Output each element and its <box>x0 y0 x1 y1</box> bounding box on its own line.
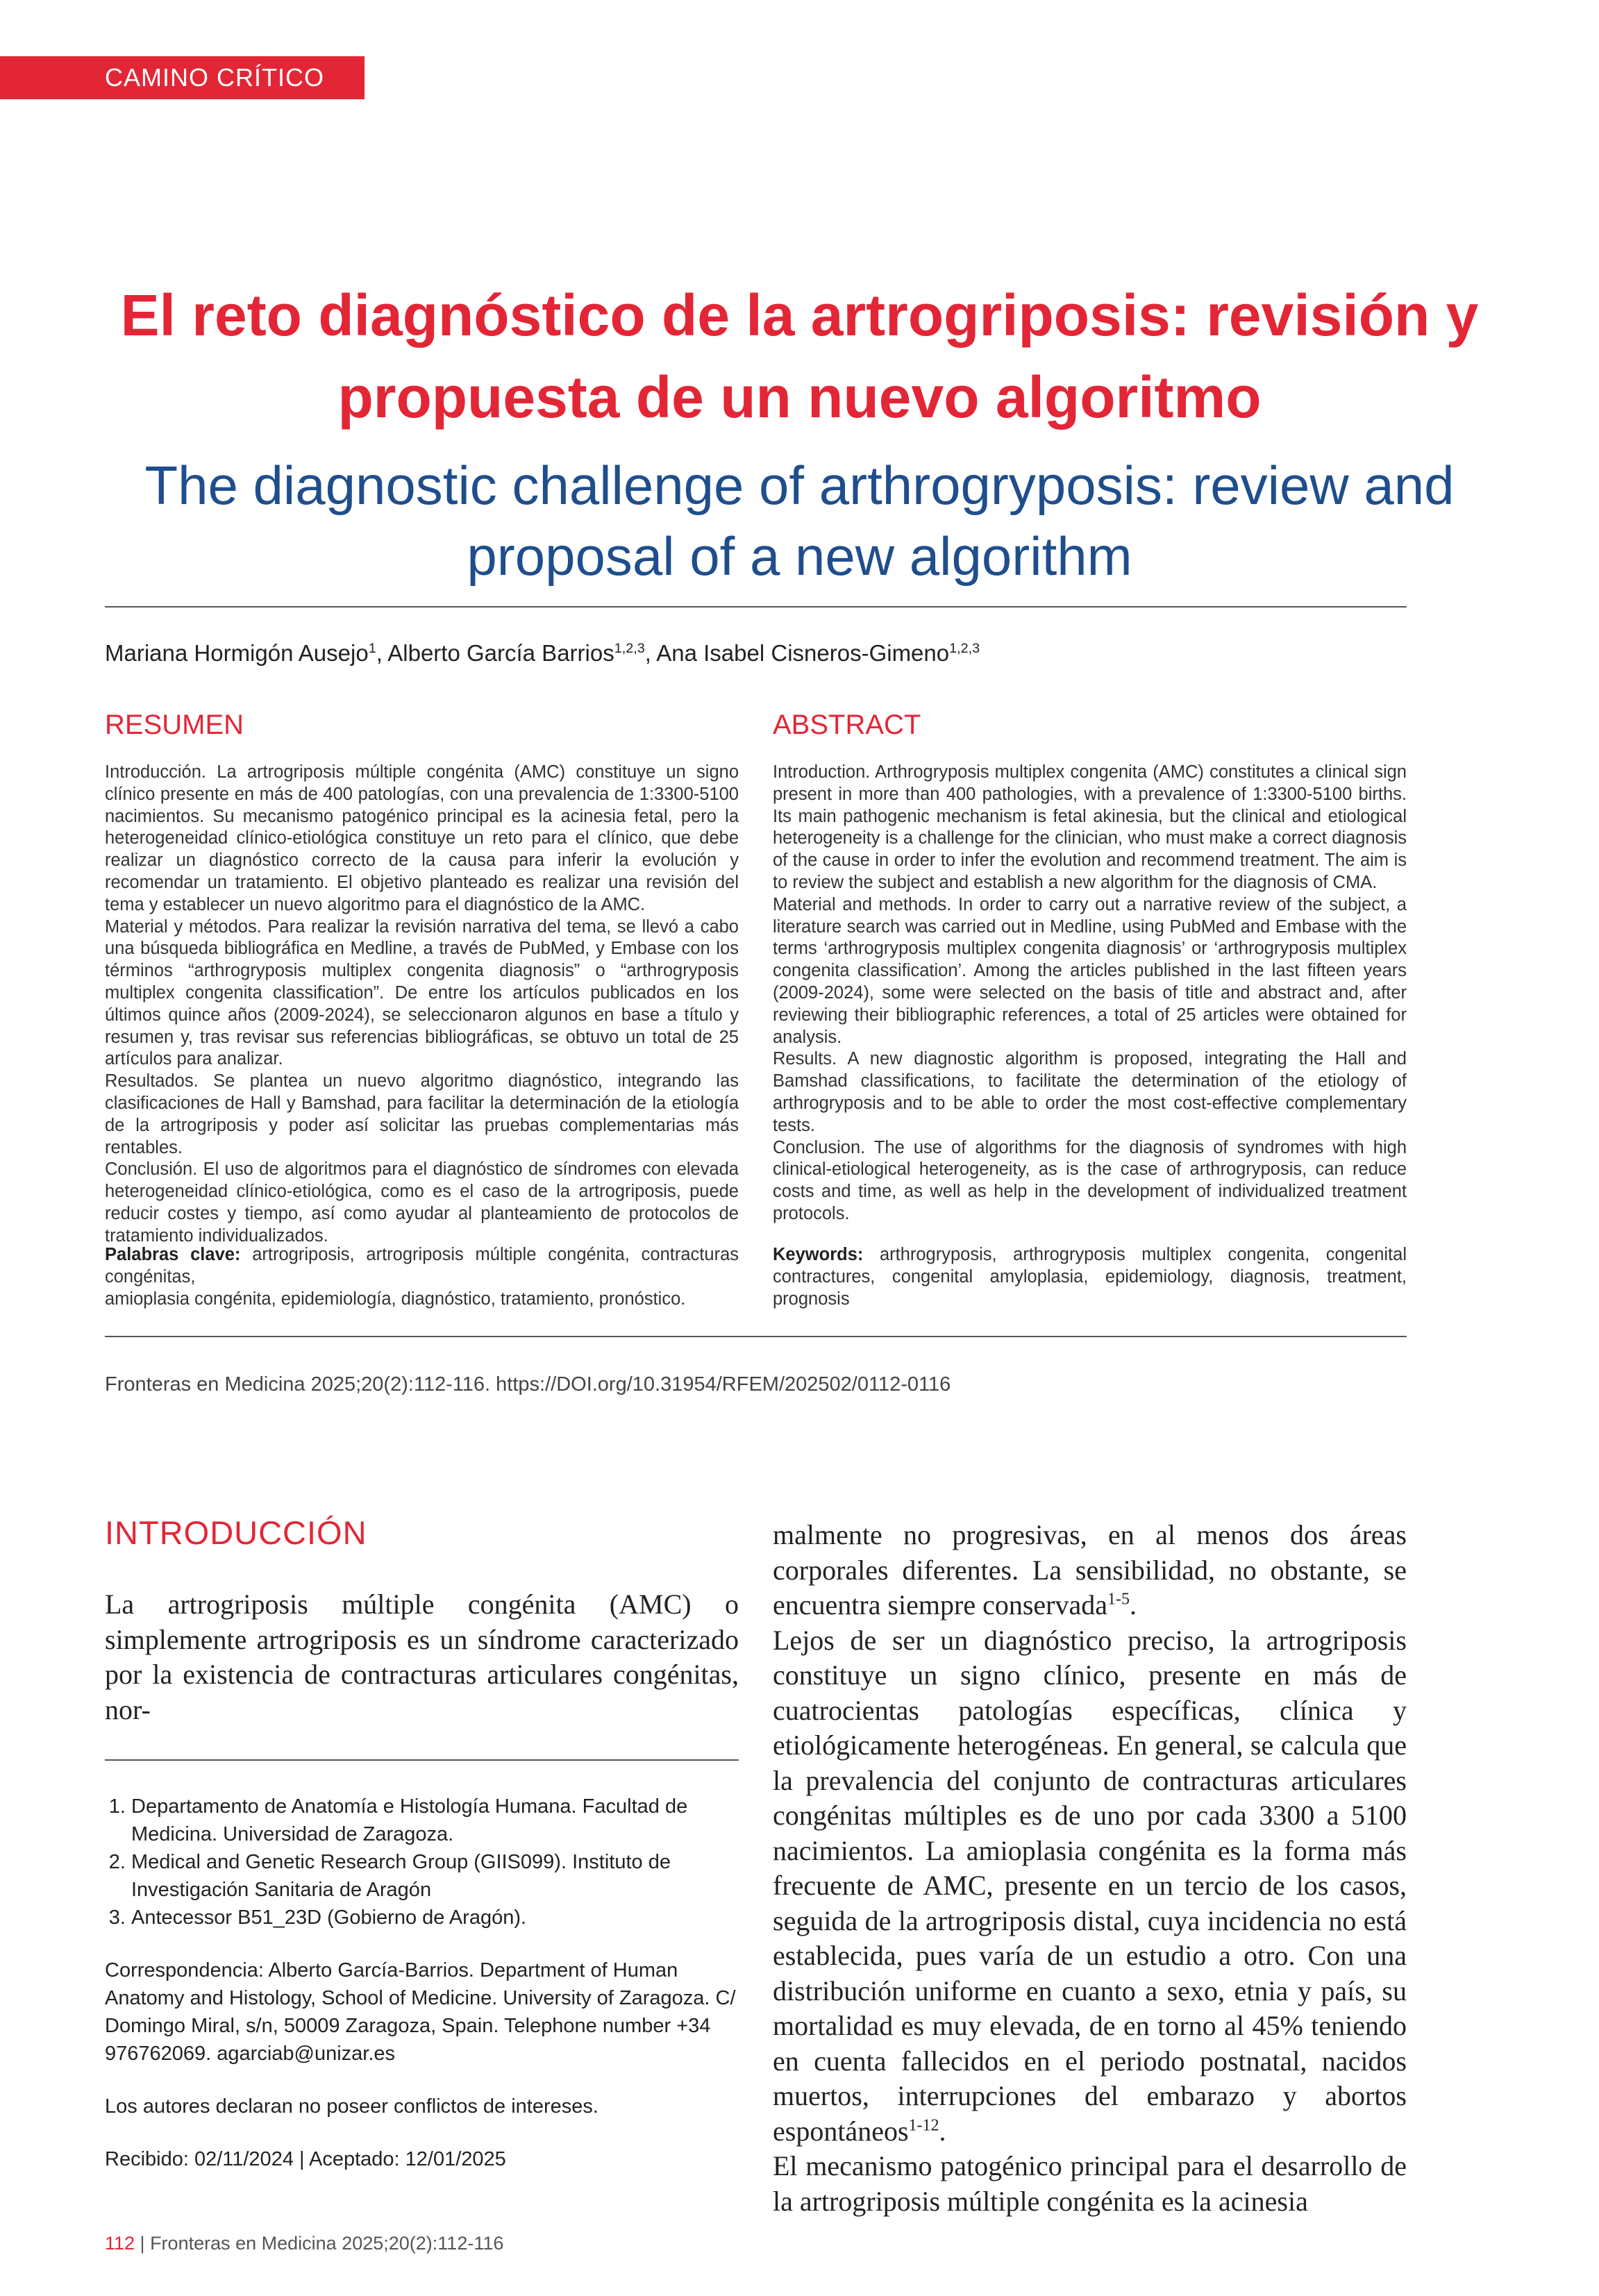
resumen-paragraph: Resultados. Se plantea un nuevo algoritmo diagnóstico, integrando las clasificaciones de Hall y Bamshad, para facilitar la determinación de la etiología de la artrogriposis y poder así solicitar las pruebas complementarias más rentables. <box>105 1071 739 1157</box>
correspondence: Correspondencia: Alberto García-Barrios. Department of Human Anatomy and Histology, School of Medicine. University of Zaragoza. C/ Domingo Miral, s/n, 50009 Zaragoza, Spain. Telephone number +34 976762069. agarciab@unizar.es <box>105 1959 736 2065</box>
abstract-heading: ABSTRACT <box>773 710 921 740</box>
section-tag: CAMINO CRÍTICO <box>0 56 365 99</box>
page-number: 112 <box>105 2233 135 2254</box>
abstract-paragraph: Material and methods. In order to carry out a narrative review of the subject, a literature search was carried out in Medline, using PubMed and Embase with the terms ‘arthrogryposis multiplex congenita diagnosis’ or ‘arthrogryposis multiplex congenita classification’. Among the articles published in the last fifteen years (2009-2024), some were selected on the basis of title and abstract and, after reviewing their bibliographic references, a total of 25 articles were obtained for analysis. <box>773 894 1407 1047</box>
authors: Mariana Hormigón Ausejo$^1$, Alberto García Barrios$^{1,2,3}$, Ana Isabel Cisneros-Gimeno$^{1,2,3}$ <box>105 640 980 666</box>
reference[interactable]: 1-12 <box>908 2116 939 2135</box>
author-name: Mariana Hormigón Ausejo <box>105 640 369 666</box>
keywords-text: amioplasia congénita, epidemiología, diagnóstico, tratamiento, pronóstico. <box>105 1289 686 1309</box>
resumen-paragraph: Conclusión. El uso de algoritmos para el diagnóstico de síndromes con elevada heterogeneidad clínico-etiológica, como es el caso de la artrogriposis, puede reducir costes y tiempo, así como ayudar al planteamiento de protocolos de tratamiento individualizados. <box>105 1159 739 1246</box>
intro-paragraph <box>773 1623 1407 2150</box>
resumen-body <box>105 762 739 1248</box>
resumen-keywords <box>105 1244 739 1310</box>
intro-right-column <box>773 1518 1407 2219</box>
paragraph-text: . <box>1129 1589 1137 1620</box>
affiliation-item: 1. Departamento de Anatomía e Histología Humana. Facultad de Medicina. Universidad de Zaragoza. <box>131 1793 739 1848</box>
intro-paragraph <box>773 1518 1407 1623</box>
intro-paragraph: El mecanismo patogénico principal para el desarrollo de la artrogriposis múltiple congénita es la acinesia <box>773 2150 1407 2217</box>
page-footer <box>105 2233 503 2254</box>
intro-left-column <box>105 1587 739 1727</box>
affiliations-list <box>105 1793 739 1932</box>
conflicts-statement: Los autores declaran no poseer conflictos de intereses. <box>105 2095 598 2118</box>
footnote-divider <box>105 1759 739 1761</box>
affiliation-item: 2. Medical and Genetic Research Group (GIIS099). Instituto de Investigación Sanitaria de Aragón <box>131 1848 739 1904</box>
title-spanish: El reto diagnóstico de la artrogriposis: revisión y propuesta de un nuevo algoritmo <box>120 283 1479 430</box>
resumen-heading: RESUMEN <box>105 710 244 740</box>
abstract-body <box>773 762 1407 1225</box>
paragraph-text: Lejos de ser un diagnóstico preciso, la artrogriposis constituye un signo clínico, presente en más de cuatrocientas patologías específicas, clínica y etiológicamente heterogéneas. En general, se calcula que la prevalencia del conjunto de contracturas articulares congénitas múltiples es de uno por cada 3300 a 5100 nacimientos. La amioplasia congénita es la forma más frecuente de AMC, presente en un tercio de los casos, seguida de la artrogriposis distal, cuya incidencia no está establecida, pues varía de un estudio a otro. Con una distribución uniforme en cuanto a sexo, etnia y país, su mortalidad es muy elevada, de en torno al 45% teniendo en cuenta fallecidos en el periodo postnatal, nacidos muertos, interrupciones del embarazo y abortos espontáneos <box>773 1624 1407 2147</box>
title-english: The diagnostic challenge of arthrogryposis: review and proposal of a new algorithm <box>144 455 1455 587</box>
received-accepted-dates: Recibido: 02/11/2024 | Aceptado: 12/01/2025 <box>105 2148 506 2170</box>
author-name: Ana Isabel Cisneros-Gimeno <box>656 640 950 666</box>
author-affiliation: 1,2,3 <box>949 641 980 656</box>
citation[interactable]: Fronteras en Medicina 2025;20(2):112-116. https://DOI.org/10.31954/RFEM/202502/0112-0116 <box>105 1373 951 1396</box>
divider <box>105 1336 1407 1337</box>
divider <box>105 606 1407 607</box>
keywords-text: arthrogryposis, arthrogryposis multiplex congenita, congenital contractures, congenital amyloplasia, epidemiology, diagnosis, treatment, prognosis <box>773 1245 1407 1309</box>
reference[interactable]: 1-5 <box>1107 1590 1130 1609</box>
keywords-label: Palabras clave: <box>105 1245 241 1264</box>
abstract-paragraph: Conclusion. The use of algorithms for the diagnosis of syndromes with high clinical-etiological heterogeneity, as is the case of arthrogryposis, can reduce costs and time, as well as help in the development of individualized treatment protocols. <box>773 1137 1407 1223</box>
keywords-label: Keywords: <box>773 1245 864 1264</box>
paragraph-text: malmente no progresivas, en al menos dos áreas corporales diferentes. La sensibilidad, no obstante, se encuentra siempre conservada <box>773 1519 1407 1620</box>
affiliation-item: 3. Antecessor B51_23D (Gobierno de Aragón). <box>131 1904 739 1932</box>
abstract-paragraph: Results. A new diagnostic algorithm is proposed, integrating the Hall and Bamshad classifications, to facilitate the determination of the etiology of arthrogryposis and to be able to order the most cost-effective complementary tests. <box>773 1049 1407 1135</box>
resumen-paragraph: Material y métodos. Para realizar la revisión narrativa del tema, se llevó a cabo una búsqueda bibliográfica en Medline, a través de PubMed, y Embase con los términos “arthrogryposis multiplex congenita diagnosis” o “arthrogryposis multiplex congenita classification”. De entre los artículos publicados en los últimos quince años (2009-2024), se seleccionaron algunos en base a título y resumen y, tras revisar sus referencias bibliográficas, se obtuvo un total de 25 artículos para analizar. <box>105 916 739 1069</box>
abstract-paragraph: Introduction. Arthrogryposis multiplex congenita (AMC) constitutes a clinical sign present in more than 400 pathologies, with a prevalence of 1:3300-5100 births. Its main pathogenic mechanism is fetal akinesia, but the clinical and etiological heterogeneity is a challenge for the clinician, who must make a correct diagnosis of the cause in order to infer the evolution and recommend treatment. The aim is to review the subject and establish a new algorithm for the diagnosis of CMA. <box>773 762 1407 892</box>
footnotes <box>105 1793 739 2173</box>
resumen-paragraph: Introducción. La artrogriposis múltiple congénita (AMC) constituye un signo clínico presente en más de 400 patologías, con una prevalencia de 1:3300-5100 nacimientos. Su mecanismo patogénico principal es la acinesia fetal, pero la heterogeneidad clínico-etiológica constituye un reto para el clínico, que debe realizar un diagnóstico correcto de la causa para inferir la evolución y recomendar un tratamiento. El objetivo planteado es realizar una revisión del tema y establecer un nuevo algoritmo para el diagnóstico de la AMC. <box>105 762 739 914</box>
author-name: Alberto García Barrios <box>387 640 614 666</box>
keywords-text: artrogriposis, artrogriposis múltiple congénita, contracturas congénitas, <box>105 1245 739 1287</box>
abstract-keywords <box>773 1244 1407 1310</box>
author-affiliation: 1 <box>368 641 376 656</box>
intro-paragraph: La artrogriposis múltiple congénita (AMC) o simplemente artrogriposis es un síndrome caracterizado por la existencia de contracturas articulares congénitas, nor- <box>105 1589 739 1725</box>
footer-journal: | Fronteras en Medicina 2025;20(2):112-116 <box>135 2233 504 2254</box>
paragraph-text: . <box>939 2115 946 2147</box>
introduction-heading: INTRODUCCIÓN <box>105 1514 367 1551</box>
author-affiliation: 1,2,3 <box>614 641 645 656</box>
